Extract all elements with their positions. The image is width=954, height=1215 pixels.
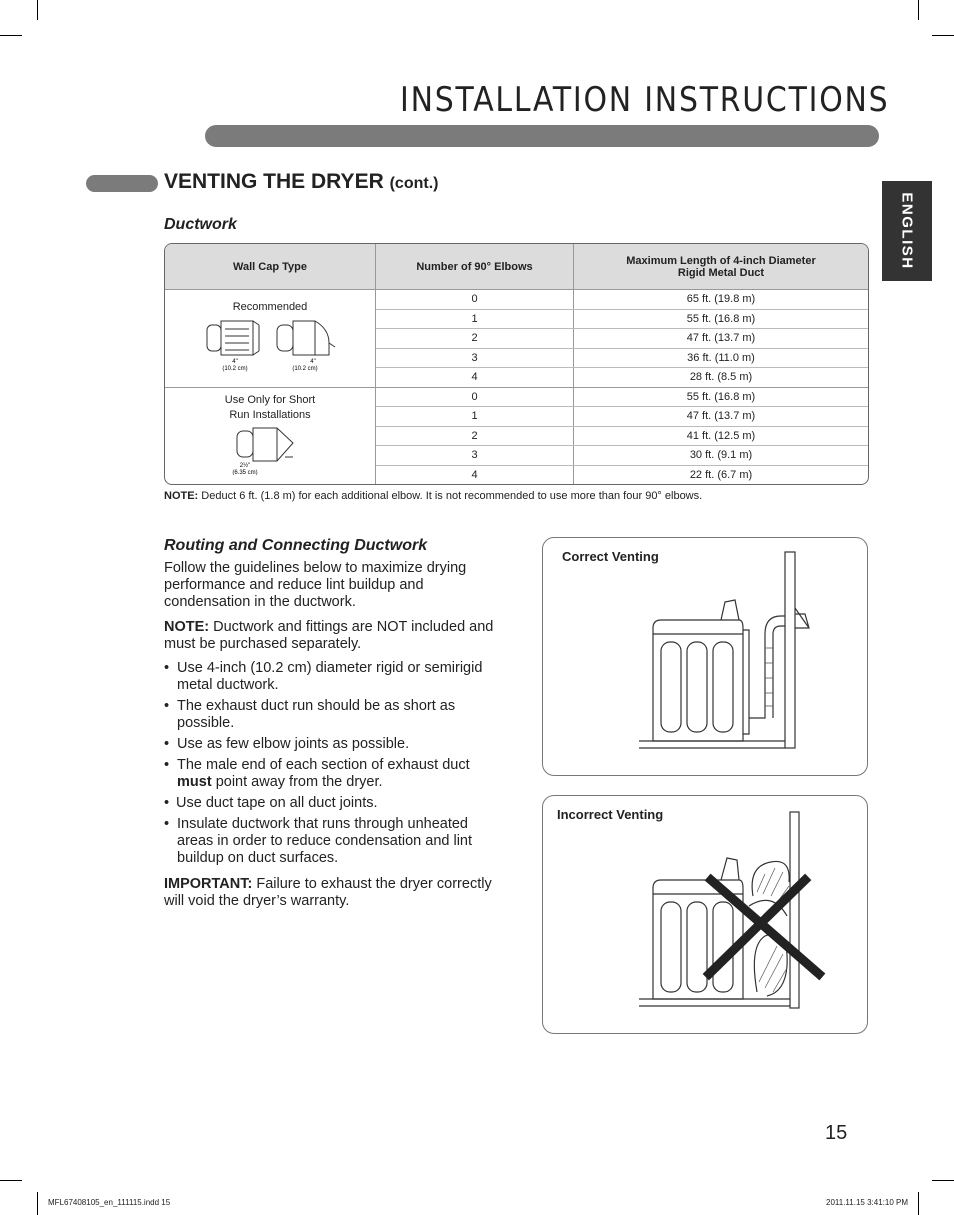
- page-title: INSTALLATION INSTRUCTIONS: [400, 80, 890, 120]
- cap-cell-recommended: [165, 290, 376, 388]
- cell-elbows: 2: [376, 329, 574, 349]
- important-text: Failure to exhaust the dryer correctly will void the dryer’s warranty.: [164, 876, 492, 909]
- list-item-text: point away from the dryer.: [215, 774, 383, 790]
- crop-mark: [0, 1180, 22, 1181]
- cell-elbows: 3: [376, 348, 574, 368]
- column-header-wall-cap: Wall Cap Type: [165, 244, 376, 290]
- cell-length: 47 ft. (13.7 m): [574, 329, 869, 349]
- crop-mark: [918, 0, 919, 20]
- section-title: [164, 170, 438, 194]
- footer-file-info: MFL67408105_en_111115.indd 15: [48, 1198, 171, 1207]
- list-item-emphasis: must: [177, 774, 212, 790]
- cell-length: 55 ft. (16.8 m): [574, 309, 869, 329]
- cell-length: 28 ft. (8.5 m): [574, 368, 869, 388]
- routing-heading: Routing and Connecting Ductwork: [164, 537, 428, 554]
- cell-length: 22 ft. (6.7 m): [689, 468, 753, 481]
- cell-length: 55 ft. (16.8 m): [574, 387, 869, 407]
- column-header-max-length: [574, 244, 869, 290]
- list-item: • Use 4-inch (10.2 cm) diameter rigid or semirigid metal ductwork.: [164, 660, 494, 694]
- cell-length: 36 ft. (11.0 m): [574, 348, 869, 368]
- cap-dim: 4": [232, 359, 238, 365]
- page-number: 15: [825, 1122, 848, 1144]
- crop-mark: [0, 35, 22, 36]
- cap-type-label: Recommended: [232, 301, 308, 313]
- cell-length: 65 ft. (19.8 m): [574, 290, 869, 310]
- language-tab-label: ENGLISH: [898, 192, 916, 270]
- cell-elbows: 1: [376, 309, 574, 329]
- section-title-suffix: (cont.): [389, 175, 439, 192]
- important-note: [164, 876, 494, 910]
- footer-timestamp: 2011.11.15 3:41:10 PM: [826, 1198, 908, 1207]
- incorrect-venting-illustration: [543, 796, 867, 1033]
- cap-dim: 2½": [239, 462, 251, 469]
- cap-type-label: Use Only for Short: [224, 393, 316, 406]
- list-item-text: The male end of each section of exhaust duct: [177, 757, 470, 773]
- column-header-elbows: Number of 90° Elbows: [376, 244, 574, 290]
- incorrect-venting-label: Incorrect Venting: [557, 807, 664, 822]
- cell-length: 41 ft. (12.5 m): [574, 426, 869, 446]
- crop-mark: [37, 0, 38, 20]
- crop-mark: [932, 35, 954, 36]
- routing-guidelines-list: [164, 660, 494, 871]
- cap-type-label: Run Installations: [229, 408, 311, 421]
- list-item: • The exhaust duct run should be as short as possible.: [164, 698, 494, 732]
- routing-note: [164, 619, 494, 653]
- section-pill: [86, 175, 158, 192]
- correct-venting-label: Correct Venting: [562, 549, 659, 564]
- cell-elbows: 3: [376, 446, 574, 466]
- cell-elbows: 2: [376, 426, 574, 446]
- column-header-max-length-l1: Maximum Length of 4-inch Diameter: [626, 254, 816, 267]
- table-row: [165, 387, 868, 407]
- cap-dim: 4": [310, 359, 316, 365]
- title-bar: [205, 125, 879, 147]
- column-header-max-length-l2: Rigid Metal Duct: [677, 266, 765, 279]
- crop-mark: [37, 1192, 38, 1215]
- important-label: IMPORTANT:: [164, 876, 253, 892]
- cap-dim: (10.2 cm): [292, 366, 318, 372]
- recommended-wall-caps-illustration: [195, 319, 345, 375]
- cell-length: 47 ft. (13.7 m): [574, 407, 869, 427]
- ductwork-note: [164, 490, 702, 502]
- cell-length: 30 ft. (9.1 m): [574, 446, 869, 466]
- crop-mark: [918, 1192, 919, 1215]
- list-item: • Use duct tape on all duct joints.: [164, 795, 494, 812]
- cap-dim: (6.35 cm): [232, 469, 258, 475]
- table-row: [165, 290, 868, 310]
- section-title-text: VENTING THE DRYER: [164, 170, 384, 193]
- cap-cell-short-run: [165, 387, 376, 484]
- correct-venting-illustration: [543, 538, 867, 775]
- crop-mark: [932, 1180, 954, 1181]
- incorrect-venting-figure: [542, 795, 868, 1034]
- cell-elbows: 0: [376, 387, 574, 407]
- list-item: • Insulate ductwork that runs through unheated areas in order to reduce condensation and lint buildup on duct surfaces.: [164, 816, 494, 867]
- note-label: NOTE:: [164, 490, 199, 502]
- cell-elbows: 0: [376, 290, 574, 310]
- note-text: Deduct 6 ft. (1.8 m) for each additional elbow. It is not recommended to use more than four 90° elbows.: [201, 490, 703, 502]
- correct-venting-figure: [542, 537, 868, 776]
- ductwork-heading: Ductwork: [164, 216, 237, 233]
- list-item: • Use as few elbow joints as possible.: [164, 736, 494, 753]
- cell-elbows: 4: [376, 368, 574, 388]
- cap-dim: (10.2 cm): [222, 366, 248, 372]
- cell-elbows: 1: [376, 407, 574, 427]
- ductwork-table: [164, 243, 869, 485]
- list-item: [164, 757, 494, 791]
- routing-intro: Follow the guidelines below to maximize drying performance and reduce lint buildup and condensation in the ductwork.: [164, 560, 467, 610]
- cell-elbows: 4: [376, 465, 574, 484]
- short-run-wall-cap-illustration: [225, 427, 315, 475]
- note-label: NOTE:: [164, 619, 210, 635]
- note-text: Ductwork and fittings are NOT included and must be purchased separately.: [164, 619, 494, 652]
- language-tab: [882, 181, 932, 281]
